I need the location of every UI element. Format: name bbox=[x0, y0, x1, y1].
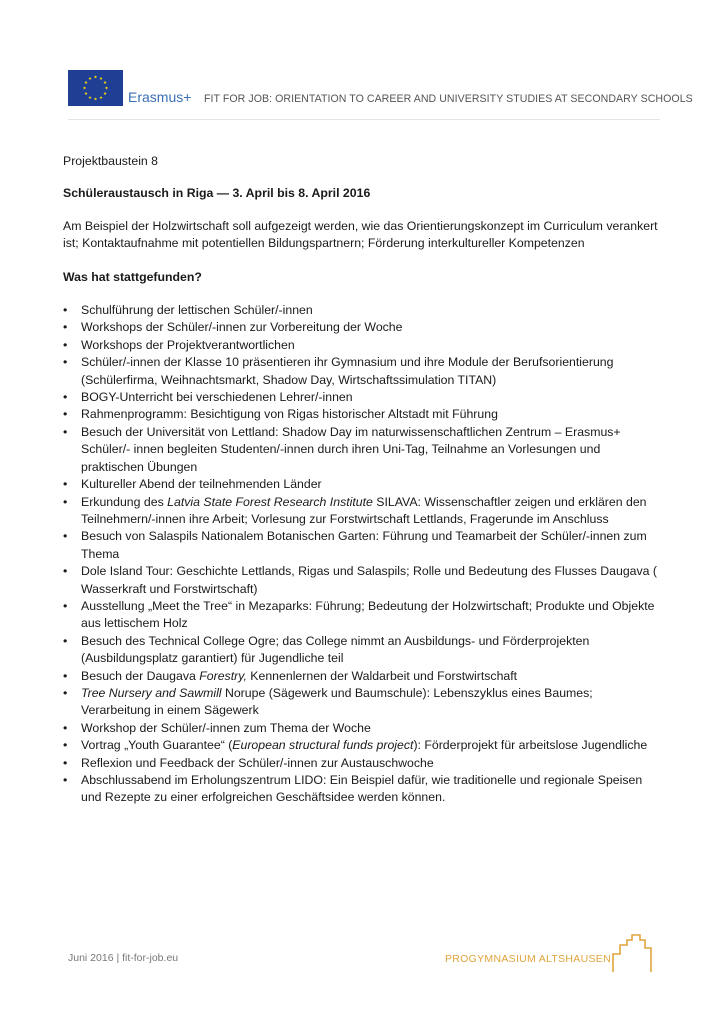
eu-star bbox=[88, 96, 91, 99]
list-item: • Reflexion und Feedback der Schüler/-innen zur Austauschwoche bbox=[63, 755, 658, 772]
list-item bbox=[63, 668, 658, 685]
list-item: • Besuch des Technical College Ogre; das College nimmt an Ausbildungs- und Förderprojekten (Ausbildungsplatz garantiert) für Jugendliche teil bbox=[63, 633, 658, 668]
footer-date-site: Juni 2016 | fit-for-job.eu bbox=[68, 952, 179, 964]
header-title: FIT FOR JOB: ORIENTATION TO CAREER AND UNIVERSITY STUDIES AT SECONDARY SCHOOLS bbox=[204, 93, 693, 105]
module-label: Projektbaustein 8 bbox=[63, 154, 159, 168]
list-item-text: SILAVA: Wissenschaftler zeigen und erklären den Teilnehmern/-innen ihre Arbeit; Vorlesung zur Forstwirtschaft Lettlands, Fragerunde im Anschluss bbox=[81, 494, 647, 526]
list-item: • Abschlussabend im Erholungszentrum LIDO: Ein Beispiel dafür, wie traditionelle und regionale Speisen und Rezepte zu einer erfolgreichen Geschäftsidee werden können. bbox=[63, 772, 658, 807]
eu-star bbox=[103, 92, 106, 95]
eu-star bbox=[84, 92, 87, 95]
eu-stars bbox=[68, 70, 123, 106]
school-name: PROGYMNASIUM ALTSHAUSEN bbox=[445, 953, 611, 965]
list-item: • Rahmenprogramm: Besichtigung von Rigas historischer Altstadt mit Führung bbox=[63, 406, 658, 423]
list-item-text: ): Förderprojekt für arbeitslose Jugendliche bbox=[413, 738, 648, 753]
activity-list bbox=[63, 302, 658, 807]
eu-star bbox=[99, 96, 102, 99]
document-body bbox=[63, 153, 658, 807]
list-item bbox=[63, 737, 658, 754]
page-header bbox=[68, 68, 693, 120]
eu-star bbox=[84, 81, 87, 84]
list-item-text: Erkundung des bbox=[81, 494, 168, 509]
eu-star bbox=[88, 77, 91, 80]
list-item-italic: Forestry, bbox=[199, 668, 247, 683]
eu-star bbox=[94, 97, 97, 100]
list-item-italic: European structural funds project bbox=[232, 738, 414, 753]
list-item-italic: Tree Nursery and Sawmill bbox=[81, 685, 222, 700]
castle-logo-icon bbox=[610, 932, 654, 974]
section-heading: Was hat stattgefunden? bbox=[63, 269, 202, 284]
list-item: • Kultureller Abend der teilnehmenden Länder bbox=[63, 476, 658, 493]
list-item: • Workshop der Schüler/-innen zum Thema der Woche bbox=[63, 720, 658, 737]
list-item-text: Norupe (Sägewerk und Baumschule): Lebenszyklus eines Baumes; Verarbeitung in einem Sägewerk bbox=[81, 685, 593, 718]
eu-star bbox=[105, 86, 108, 89]
list-item-italic: Latvia State Forest Research Institute bbox=[167, 494, 373, 509]
list-item: • Schulführung der lettischen Schüler/-innen bbox=[63, 302, 658, 319]
erasmus-wordmark: Erasmus+ bbox=[128, 89, 192, 105]
header-divider bbox=[68, 119, 660, 120]
list-item bbox=[63, 494, 658, 529]
list-item: • Ausstellung „Meet the Tree“ in Mezaparks: Führung; Bedeutung der Holzwirtschaft; Produkte und Objekte aus lettischem Holz bbox=[63, 598, 658, 633]
list-item bbox=[63, 685, 658, 720]
list-item-text: Besuch der Daugava bbox=[81, 668, 200, 683]
list-item: • Dole Island Tour: Geschichte Lettlands, Rigas und Salaspils; Rolle und Bedeutung des Flusses Daugava ( Wasserkraft und Forstwirtschaft) bbox=[63, 563, 658, 598]
list-item: • Besuch von Salaspils Nationalem Botanischen Garten: Führung und Teamarbeit der Schüler/-innen zum Thema bbox=[63, 528, 658, 563]
list-item-text: Vortrag „Youth Guarantee“ ( bbox=[81, 738, 233, 753]
eu-star bbox=[83, 86, 86, 89]
eu-star bbox=[94, 75, 97, 78]
intro-paragraph: Am Beispiel der Holzwirtschaft soll aufgezeigt werden, wie das Orientierungskonzept im Curriculum verankert ist; Kontaktaufnahme mit potentiellen Bildungspartnern; Förderung interkultureller Kompetenzen bbox=[63, 218, 658, 251]
list-item: • Schüler/-innen der Klasse 10 präsentieren ihr Gymnasium und ihre Module der Berufsorientierung (Schülerfirma, Weihnachtsmarkt, Shadow Day, Wirtschaftssimulation TITAN) bbox=[63, 354, 658, 389]
list-item: • Besuch der Universität von Lettland: Shadow Day im naturwissenschaftlichen Zentrum – Erasmus+ Schüler/- innen begleiten Studenten/-innen durch ihren Uni-Tag, Teilnahme an Vorlesungen und praktischen Übungen bbox=[63, 424, 658, 476]
document-heading: Schüleraustausch in Riga — 3. April bis 8. April 2016 bbox=[63, 186, 371, 201]
list-item: • BOGY-Unterricht bei verschiedenen Lehrer/-innen bbox=[63, 389, 658, 406]
list-item: • Workshops der Schüler/-innen zur Vorbereitung der Woche bbox=[63, 319, 658, 336]
eu-star bbox=[103, 81, 106, 84]
eu-star bbox=[99, 77, 102, 80]
list-item: • Workshops der Projektverantwortlichen bbox=[63, 337, 658, 354]
list-item-text: Kennenlernen der Waldarbeit und Forstwirtschaft bbox=[246, 668, 518, 683]
eu-flag-icon bbox=[68, 70, 123, 106]
